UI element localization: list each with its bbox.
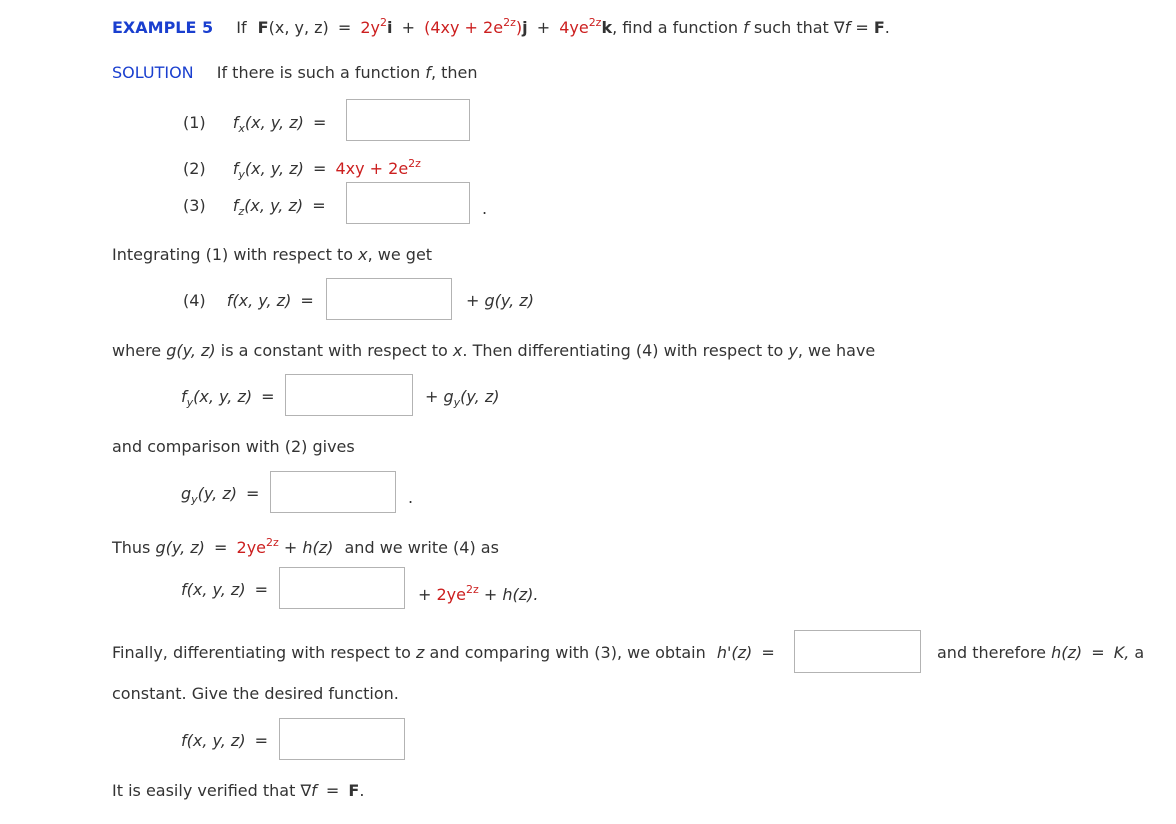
solution-intro-pre: If there is such a function [216, 63, 421, 82]
fy-line [181, 387, 279, 413]
equation-3-trail: . [482, 199, 488, 218]
finally-z: z [416, 643, 425, 662]
gy-sub: y [191, 493, 198, 506]
integrating-post: , we get [367, 245, 433, 264]
gy-eq: = [246, 484, 260, 503]
finally-post-a: a [1134, 643, 1145, 662]
final-f-line [181, 731, 272, 751]
equation-1 [183, 113, 330, 139]
where-pre: where [112, 341, 162, 360]
example-header [112, 13, 890, 38]
equation-4 [183, 291, 318, 311]
header-plus-1: + [401, 18, 416, 37]
answer-input-fz[interactable] [346, 182, 470, 224]
equation-1-args: (x, y, z) [244, 113, 304, 132]
header-k-unit: k [601, 18, 613, 37]
f-line-lhs: f(x, y, z) [181, 580, 246, 599]
answer-input-gy[interactable] [270, 471, 396, 513]
integrating-pre: Integrating (1) with respect to [112, 245, 354, 264]
where-line [112, 341, 875, 361]
finally-K: K, [1113, 643, 1130, 662]
header-i-exp: 2 [380, 16, 388, 29]
thus-g: g(y, z) [155, 538, 205, 557]
equation-3-number: (3) [183, 196, 206, 215]
finally-pre: Finally, differentiating with respect to [112, 643, 411, 662]
header-eq-2: = [855, 18, 869, 37]
equation-4-number: (4) [183, 291, 206, 310]
fy-f: f [181, 387, 187, 406]
header-period: . [884, 18, 890, 37]
header-if: If [236, 18, 247, 37]
verified-F: F [348, 781, 360, 800]
equation-2-sub: y [238, 168, 245, 181]
answer-input-fy-derivative[interactable] [285, 374, 413, 416]
header-k-exp: 2z [588, 16, 602, 29]
fy-plus-g-text: + g [425, 387, 454, 406]
verified-period: . [359, 781, 365, 800]
fy-sub: y [186, 396, 194, 409]
equation-2-given: 4xy + 2e [335, 159, 409, 178]
equation-2 [183, 154, 421, 185]
header-F-end: F [873, 18, 885, 37]
finally-tail [937, 643, 1144, 663]
equation-2-args: (x, y, z) [244, 159, 304, 178]
equation-1-f: f [232, 113, 239, 132]
finally-line [112, 643, 779, 663]
fy-eq: = [261, 387, 275, 406]
header-i-coef: 2y [360, 18, 381, 37]
fy-plus-g [425, 387, 499, 413]
gy-line [181, 484, 263, 510]
header-plus-2: + [536, 18, 551, 37]
thus-plus-h: + h(z) [283, 538, 334, 557]
fy-plus-g-args: (y, z) [460, 387, 500, 406]
f-line-val: 2ye [436, 585, 466, 604]
solution-label: SOLUTION [112, 63, 194, 82]
f-line-plus-h: + h(z). [483, 585, 539, 604]
equation-2-f: f [232, 159, 239, 178]
fy-plus-g-sub: y [453, 396, 461, 409]
thus-eq: = [214, 538, 228, 557]
header-i-unit: i [387, 18, 393, 37]
header-F-args: (x, y, z) [268, 18, 329, 37]
verified-nabla-f: ∇f [300, 781, 317, 800]
finally-mid: and comparing with (3), we obtain [429, 643, 706, 662]
equation-4-eq: = [300, 291, 314, 310]
thus-line [112, 533, 499, 558]
header-j-exp: 2z [503, 16, 516, 29]
equation-3-f: f [232, 196, 239, 215]
header-k-coef: 4ye [559, 18, 589, 37]
constant-line: constant. Give the desired function. [112, 684, 399, 703]
equation-3-eq: = [312, 196, 326, 215]
header-j-open: (4xy + 2e [424, 18, 504, 37]
verified-eq: = [325, 781, 340, 800]
integrating-line [112, 245, 432, 265]
equation-3-args: (x, y, z) [244, 196, 304, 215]
verified-line [112, 781, 364, 801]
gy-trail: . [408, 488, 414, 507]
finally-hprime: h'(z) [716, 643, 753, 662]
header-j-close: ) [515, 18, 523, 37]
final-f-lhs: f(x, y, z) [181, 731, 246, 750]
final-f-eq: = [254, 731, 269, 750]
finally-post-pre: and therefore [937, 643, 1047, 662]
equation-4-plus-g: + g(y, z) [466, 291, 534, 310]
example-label: EXAMPLE 5 [112, 18, 214, 37]
answer-input-f-integral[interactable] [326, 278, 452, 320]
integrating-var: x [358, 245, 368, 264]
header-tail-pre: , find a function [612, 18, 738, 37]
where-g: g(y, z) [166, 341, 216, 360]
answer-input-fx[interactable] [346, 99, 470, 141]
equation-3 [183, 196, 330, 222]
f-line [181, 580, 272, 600]
solution-intro-post: , then [430, 63, 478, 82]
equation-2-number: (2) [183, 159, 206, 178]
thus-val-exp: 2z [266, 536, 279, 549]
gy-g: g [181, 484, 192, 503]
equation-1-eq: = [312, 113, 327, 132]
comparison-line: and comparison with (2) gives [112, 437, 355, 456]
equation-2-eq: = [312, 159, 327, 178]
header-f-var: f [743, 18, 749, 37]
where-post: , we have [797, 341, 876, 360]
equation-1-number: (1) [183, 113, 206, 132]
answer-input-f-rewrite[interactable] [279, 567, 405, 609]
equation-2-given-exp: 2z [408, 157, 421, 170]
header-nabla-f: ∇f [833, 18, 851, 37]
f-line-val-exp: 2z [466, 583, 479, 596]
thus-post: and we write (4) as [344, 538, 499, 557]
where-mid: is a constant with respect to [220, 341, 448, 360]
equation-3-sub: z [238, 205, 245, 218]
gy-args: (y, z) [197, 484, 237, 503]
verified-pre: It is easily verified that [112, 781, 296, 800]
fy-args: (x, y, z) [193, 387, 253, 406]
where-y: y [788, 341, 798, 360]
header-eq: = [337, 18, 352, 37]
answer-input-final-f[interactable] [279, 718, 405, 760]
thus-val: 2ye [236, 538, 267, 557]
finally-post-eq: = [1091, 643, 1105, 662]
f-line-tail [418, 580, 538, 605]
answer-input-hprime[interactable] [794, 630, 921, 673]
header-F: F [257, 18, 269, 37]
solution-line [112, 63, 478, 83]
thus-pre: Thus [112, 538, 151, 557]
header-j-unit: j [522, 18, 528, 37]
finally-hz: h(z) [1051, 643, 1083, 662]
header-tail-mid: such that [753, 18, 829, 37]
equation-1-sub: x [238, 122, 245, 135]
where-mid2: . Then differentiating (4) with respect to [462, 341, 784, 360]
equation-4-lhs: f(x, y, z) [226, 291, 292, 310]
f-line-plus: + [418, 585, 432, 604]
f-line-eq: = [254, 580, 269, 599]
solution-intro-f: f [425, 63, 431, 82]
where-x: x [452, 341, 463, 360]
finally-eq: = [761, 643, 775, 662]
